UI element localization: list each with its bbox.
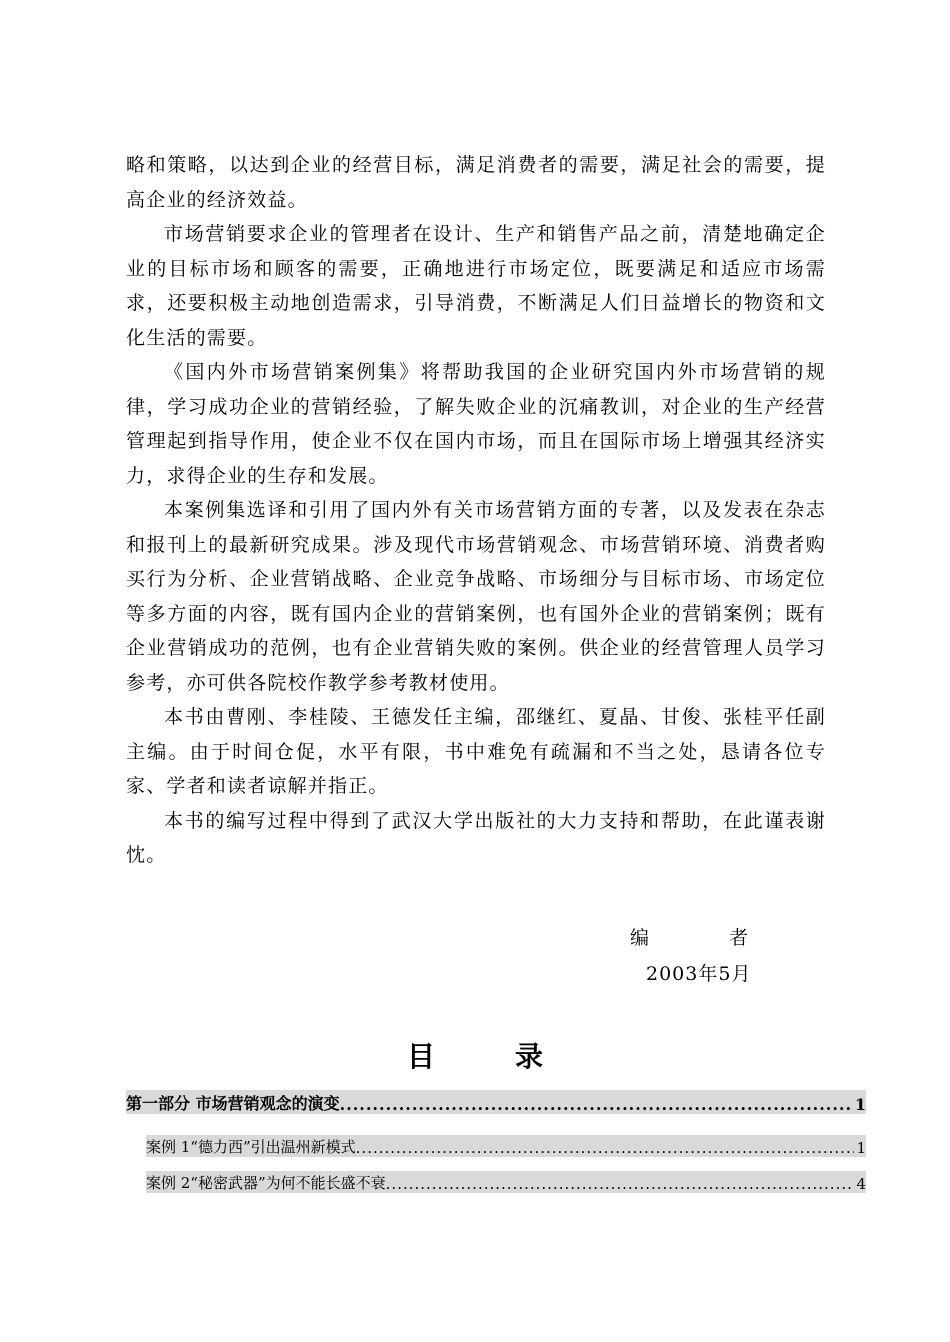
preface-paragraph-2: 市场营销要求企业的管理者在设计、生产和销售产品之前，清楚地确定企业的目标市场和顾客的需要，正确地进行市场定位，既要满足和适应市场需求，还要积极主动地创造需求，引导消费，不断满足人们日益增长的物资和文化生活的需要。 — [126, 223, 826, 349]
toc-title: 目录 — [406, 1040, 623, 1073]
toc-entry-label: 案例 2“秘密武器”为何不能长盛不衰 — [146, 1174, 386, 1192]
toc-entry-case-2[interactable] — [146, 1171, 866, 1193]
toc-leader-dots — [386, 1175, 855, 1193]
preface-paragraph-6: 本书的编写过程中得到了武汉大学出版社的大力支持和帮助，在此谨表谢忱。 — [126, 809, 826, 866]
toc-entry-page: 1 — [856, 1139, 866, 1157]
toc-entry-label: 案例 1“德力西”引出温州新模式 — [146, 1138, 356, 1156]
preface-paragraph-3: 《国内外市场营销案例集》将帮助我国的企业研究国内外市场营销的规律，学习成功企业的营销经验，了解失败企业的沉痛教训，对企业的生产经营管理起到指导作用，使企业不仅在国内市场，而且在国际市场上增强其经济实力，求得企业的生存和发展。 — [126, 361, 826, 487]
preface-date: 2003年5月 — [646, 963, 752, 985]
editor-char-1: 编 — [630, 927, 650, 949]
toc-entry-case-1[interactable] — [146, 1135, 866, 1157]
toc-leader-dots — [340, 1095, 853, 1114]
toc-entry-page: 4 — [856, 1175, 866, 1193]
editor-char-2: 者 — [729, 927, 749, 949]
preface-signoff — [630, 925, 751, 987]
preface-paragraph-4: 本案例集选译和引用了国内外有关市场营销方面的专著，以及发表在杂志和报刊上的最新研究成果。涉及现代市场营销观念、市场营销环境、消费者购买行为分析、企业营销战略、企业竞争战略、市场细分与目标市场、市场定位等多方面的内容，既有国内企业的营销案例，也有国外企业的营销案例；既有企业营销成功的范例，也有企业营销失败的案例。供企业的经营管理人员学习参考，亦可供各院校作教学参考教材使用。 — [126, 499, 826, 694]
toc-entry-label: 第一部分 市场营销观念的演变 — [126, 1094, 340, 1113]
toc-leader-dots — [356, 1139, 855, 1157]
toc-entry-part-1[interactable] — [126, 1090, 866, 1114]
preface-paragraph-1: 略和策略，以达到企业的经营目标，满足消费者的需要，满足社会的需要，提高企业的经济效益。 — [126, 154, 826, 211]
preface-body — [126, 148, 826, 873]
editor-signature — [630, 925, 751, 951]
preface-paragraph-5: 本书由曹刚、李桂陵、王德发任主编，邵继红、夏晶、甘俊、张桂平任副主编。由于时间仓促，水平有限，书中难免有疏漏和不当之处，恳请各位专家、学者和读者谅解并指正。 — [126, 706, 826, 797]
toc-entry-page: 1 — [854, 1095, 866, 1114]
